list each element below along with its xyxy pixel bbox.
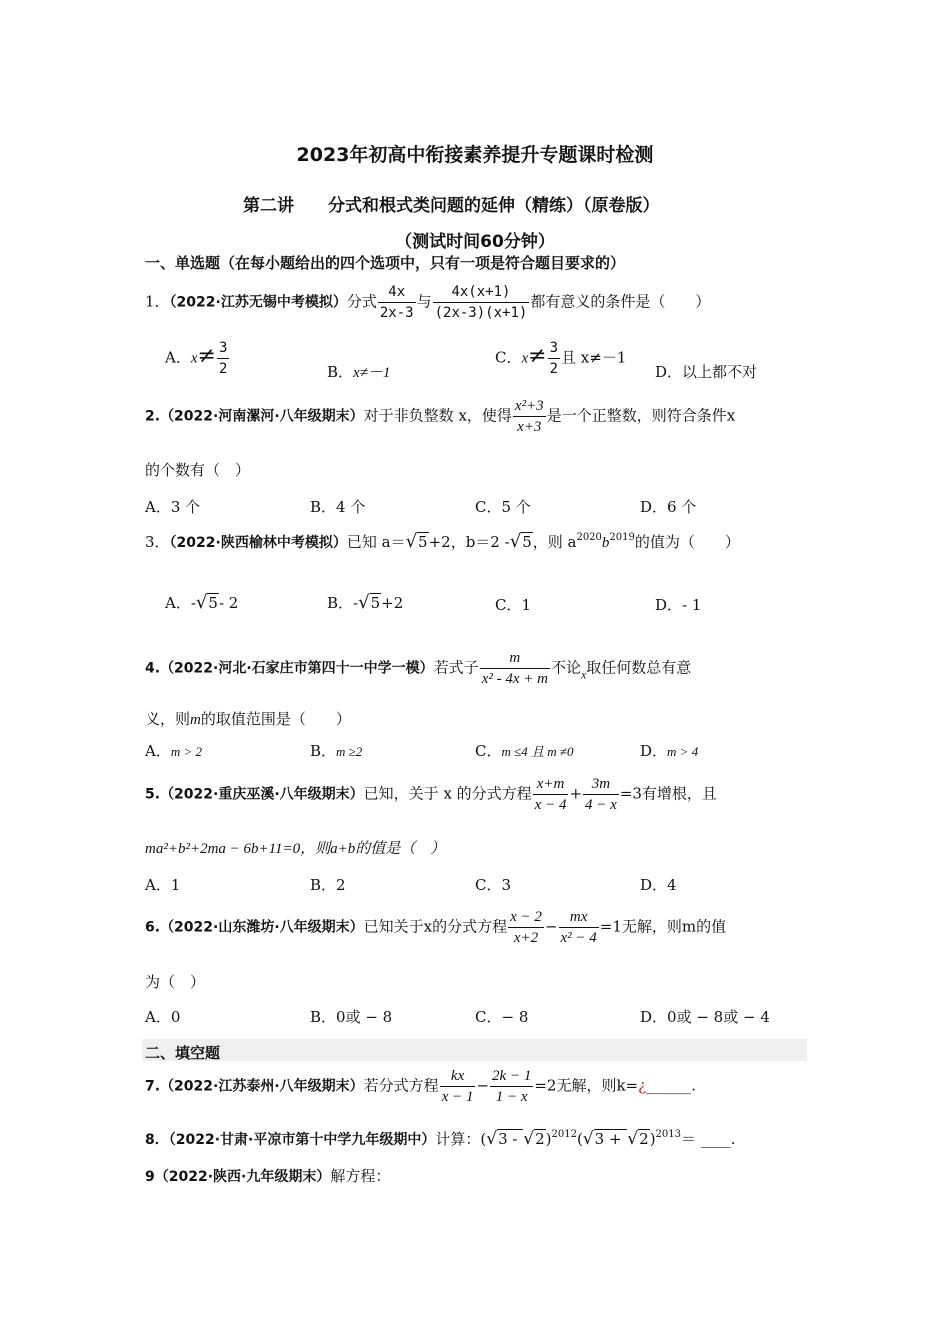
question-8: 8．（2022·甘肃·平凉市第十中学九年级期中）计算：$(√3 - √2)^{2012}(√3 + √2)^{2013}=$ ____.: [145, 1129, 736, 1149]
q5-option-d: D．4: [640, 876, 677, 894]
question-5: 5.（2022·重庆巫溪·八年级期末）已知，关于 x 的分式方程 $\frac{x+m}{x - 4}$ + $\frac{3m}{4 - x}$ =3有增根，且: [145, 776, 717, 813]
q3-number: 3．: [145, 533, 170, 551]
q5-number: 5.: [145, 786, 161, 803]
q2-source: （2022·河南漯河·八年级期末）: [160, 408, 364, 425]
q4-fraction: $\frac{m}{\text{x² - 4x + m}}$: [481, 650, 548, 687]
question-4: 4.（2022·河北·石家庄市第四十一中学一模）若式子 $\frac{m}{\text{x² - 4x + m}}$ 不论$_x$取任何数总有意: [145, 650, 692, 687]
q5-option-a: A．1: [145, 876, 181, 894]
q8-number: 8．: [145, 1132, 169, 1148]
q3-source: （2022·陕西榆林中考模拟）: [169, 535, 347, 551]
q6-option-b: B．0或 − 8: [310, 1008, 393, 1026]
q3-option-c: C．1: [495, 596, 532, 614]
q3-option-d: D．- 1: [655, 596, 702, 614]
q4-option-c: C．m ≤4 且 m ≠0: [475, 742, 574, 760]
lecture-topic: 分式和根式类问题的延伸（精练）（原卷版）: [328, 196, 660, 216]
lecture-label: 第二讲: [243, 196, 294, 216]
q4-option-d: D．m > 4: [640, 742, 699, 760]
q7-fraction-1: $\frac{kx}{x - 1}$: [441, 1068, 474, 1105]
question-9: 9（2022·陕西·九年级期末）解方程：: [145, 1167, 391, 1185]
section-fill-band: [142, 1039, 807, 1061]
section-single-choice: 一、单选题（在每小题给出的四个选项中，只有一项是符合题目要求的）: [145, 254, 626, 272]
q4-option-a: A．m > 2: [145, 742, 203, 760]
q2-option-a: A．3 个: [145, 498, 201, 516]
q2-line2: 的个数有（ ）: [145, 461, 251, 479]
question-2: [145, 396, 735, 437]
question-3: 3．（2022·陕西榆林中考模拟）已知 a＝√5+2，b＝2 -√5，则 $a^{2020}b^{2019}$的值为（ ）: [145, 531, 740, 552]
q1-option-a: A．x≠ $\frac{3}{2}$: [165, 340, 228, 377]
q6-option-a: A．0: [145, 1008, 181, 1026]
q1-option-c-fraction: $\frac{3}{2}$: [549, 340, 559, 377]
question-1: [145, 282, 710, 334]
q4-option-b: B．m ≥2: [310, 742, 363, 760]
q4-source: （2022·河北·石家庄市第四十一中学一模）: [160, 660, 434, 677]
q1-source: （2022·江苏无锡中考模拟）: [169, 294, 347, 311]
q6-line2: 为（ ）: [145, 973, 206, 991]
q7-number: 7.: [145, 1078, 161, 1095]
q9-source: （2022·陕西·九年级期末）: [154, 1169, 331, 1185]
q3-sqrt-b: 5: [522, 533, 532, 551]
q1-fraction-2: $\frac{4x(x+1)}{(2x-3)(x+1)}$: [434, 284, 528, 321]
q7-source: （2022·江苏泰州·八年级期末）: [160, 1078, 364, 1095]
q6-fraction-2: $\frac{mx}{\text{x² − 4}}$: [560, 909, 597, 946]
q5-line2: ma²+b²+2ma − 6b+11=0，则a+b的值是（ ）: [145, 841, 446, 857]
q9-number: 9: [145, 1169, 155, 1185]
q1-fraction-1: $\frac{4x}{2x-3}$: [379, 284, 414, 321]
q1-number: 1．: [145, 292, 170, 311]
q7-fraction-2: $\frac{2k - 1}{1 - x}$: [492, 1068, 532, 1105]
question-6: 6.（2022·山东潍坊·八年级期末）已知关于x的分式方程 $\frac{x - 2}{x+2}$ − $\frac{mx}{\text{x² − 4}}$ =1无解，则m的值: [145, 909, 727, 946]
q3-sqrt-a: 5: [418, 533, 428, 551]
q4-line2: 义，则m的取值范围是（ ）: [145, 710, 351, 728]
q6-option-d: D．0或 − 8或 − 4: [640, 1008, 770, 1026]
q1-mid: 与: [416, 292, 432, 311]
q6-fraction-1: $\frac{x - 2}{x+2}$: [510, 909, 542, 946]
q1-option-d: D．以上都不对: [655, 363, 758, 381]
q1-option-a-fraction: $\frac{3}{2}$: [218, 340, 228, 377]
section-fill-blank: 二、填空题: [145, 1044, 221, 1062]
q5-source: （2022·重庆巫溪·八年级期末）: [160, 786, 364, 803]
question-7: 7.（2022·江苏泰州·八年级期末）若分式方程 $\frac{kx}{x - 1}$ − $\frac{2k - 1}{1 - x}$ =2无解，则k=¿______.: [145, 1068, 696, 1105]
q2-option-c: C．5 个: [475, 498, 531, 516]
q4-number: 4.: [145, 660, 161, 677]
q1-option-c: C．x≠ $\frac{3}{2}$ 且 x≠－1: [495, 340, 627, 377]
q1-tail: 都有意义的条件是（ ）: [530, 292, 711, 311]
q2-lead: 对于非负整数 x，使得: [363, 406, 512, 425]
q3-option-b: B．-√5+2: [327, 592, 404, 613]
q1-option-b: B．x≠－1: [327, 363, 391, 381]
q6-number: 6.: [145, 919, 161, 936]
q5-fraction-2: $\frac{3m}{4 - x}$: [585, 776, 617, 813]
q3-option-a: A．-√5- 2: [165, 592, 239, 613]
q8-source: （2022·甘肃·平凉市第十中学九年级期中）: [168, 1132, 436, 1148]
q2-option-d: D．6 个: [640, 498, 697, 516]
q5-option-c: C．3: [475, 876, 512, 894]
q7-blank: ______.: [646, 1076, 696, 1095]
q2-number: 2.: [145, 408, 161, 425]
q2-fraction: $\frac{\text{x²+3}}{x+3}$: [514, 398, 544, 435]
test-time: （测试时间60分钟）: [395, 232, 555, 252]
q5-fraction-1: $\frac{x+m}{x - 4}$: [534, 776, 567, 813]
page-title: 2023年初高中衔接素养提升专题课时检测: [296, 144, 654, 166]
q6-option-c: C．− 8: [475, 1008, 529, 1026]
q1-lead: 分式: [346, 292, 377, 311]
q6-source: （2022·山东潍坊·八年级期末）: [160, 919, 364, 936]
q2-option-b: B．4 个: [310, 498, 366, 516]
q5-option-b: B．2: [310, 876, 346, 894]
q7-mark: ¿: [638, 1076, 647, 1095]
q2-tail: 是一个正整数，则符合条件x: [546, 406, 736, 425]
